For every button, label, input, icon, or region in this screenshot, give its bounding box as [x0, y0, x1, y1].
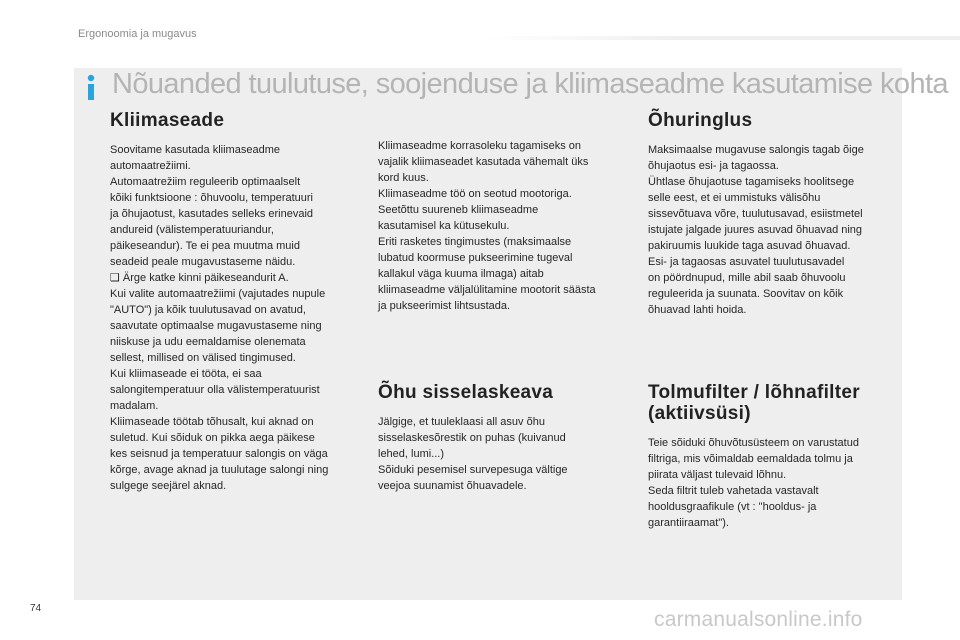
watermark: carmanualsonline.info [654, 608, 863, 631]
section-header: Ergonoomia ja mugavus [78, 28, 197, 40]
info-icon [84, 74, 98, 102]
section-body: Jälgige, et tuuleklaasi all asuv õhu sisselaskesõrestik on puhas (kuivanud lehed, lumi...) Sõiduki pesemisel survepesuga vältige veejoa suunamist õhuavadele. [378, 416, 568, 492]
section-air-recirculation [648, 110, 900, 318]
header-rule [485, 36, 960, 40]
section-body: Soovitame kasutada kliimaseadme automaatrežiimi. Automaatrežiim reguleerib optimaalselt kõiki funktsioone : õhuvoolu, temperatuuri ja õhujaotust, kasutades selleks erinevaid andureid (välistemperatuuriandur, päikeseandur). Te ei pea muutma muid seadeid peale mugavustaseme näidu. ❑ Ärge katke kinni päikeseandurit A. Kui valite automaatrežiimi (vajutades nupule "AUTO") ja kõik tuulutusavad on avatud, saavutate optimaalse mugavustaseme ning niiskuse ja udu eemaldamise olenemata sellest, millised on välised tingimused. Kui kliimaseade ei tööta, ei saa salongitemperatuur olla välistemperatuurist madalam. Kliimaseade töötab tõhusalt, kui aknad on suletud. Kui sõiduk on pikka aega päikese kes seisnud ja temperatuur salongis on väga kõrge, avage aknad ja tuulutage salongi ning sulgege seejärel aknad. [110, 144, 329, 492]
section-body: Maksimaalse mugavuse salongis tagab õige õhujaotus esi- ja tagaossa. Ühtlase õhujaotuse tagamiseks hoolitsege selle eest, et ei ummistuks välisõhu sissevõtuava võre, tuulutusavad, esiistmetel istujate jalgade juures asuvad õhuavad ning pakiruumis luukide taga asuvad õhuavad. Esi- ja tagaosas asuvatel tuulutusavadel on pöördnupud, mille abil saab õhuvoolu reguleerida ja suunata. Soovitav on kõik õhuavad lahti hoida. [648, 144, 864, 316]
section-heading: Tolmufilter / lõhnafilter (aktiivsüsi) [648, 382, 860, 424]
section-air-intake [378, 382, 630, 494]
section-body: Kliimaseadme korrasoleku tagamiseks on vajalik kliimaseadet kasutada vähemalt üks kord kuus. Kliimaseadme töö on seotud mootoriga. Seetõttu suureneb kliimaseadme kasutamisel ka kütusekulu. Eriti rasketes tingimustes (maksimaalse lubatud koormuse pukseerimine tugeval kallakul väga kuuma ilmaga) aitab kliimaseadme väljalülitamine mootorit säästa ja pukseerimist lihtsustada. [378, 140, 596, 312]
section-heading: Õhu sisselaskeava [378, 382, 554, 403]
section-body: Teie sõiduki õhuvõtusüsteem on varustatud filtriga, mis võimaldab eemaldada tolmu ja piirata väljast tulevaid lõhnu. Seda filtrit tuleb vahetada vastavalt hooldusgraafikule (vt : "hooldus- ja garantiiraamat"). [648, 437, 859, 529]
page-title: Nõuanded tuulutuse, soojenduse ja kliimaseadme kasutamise kohta [112, 68, 948, 100]
section-heading: Õhuringlus [648, 110, 753, 131]
section-cabin-filter [648, 382, 900, 531]
section-air-conditioning-continued [378, 138, 630, 314]
section-heading: Kliimaseade [110, 110, 225, 131]
section-air-conditioning [110, 110, 362, 494]
page-number: 74 [30, 603, 42, 614]
